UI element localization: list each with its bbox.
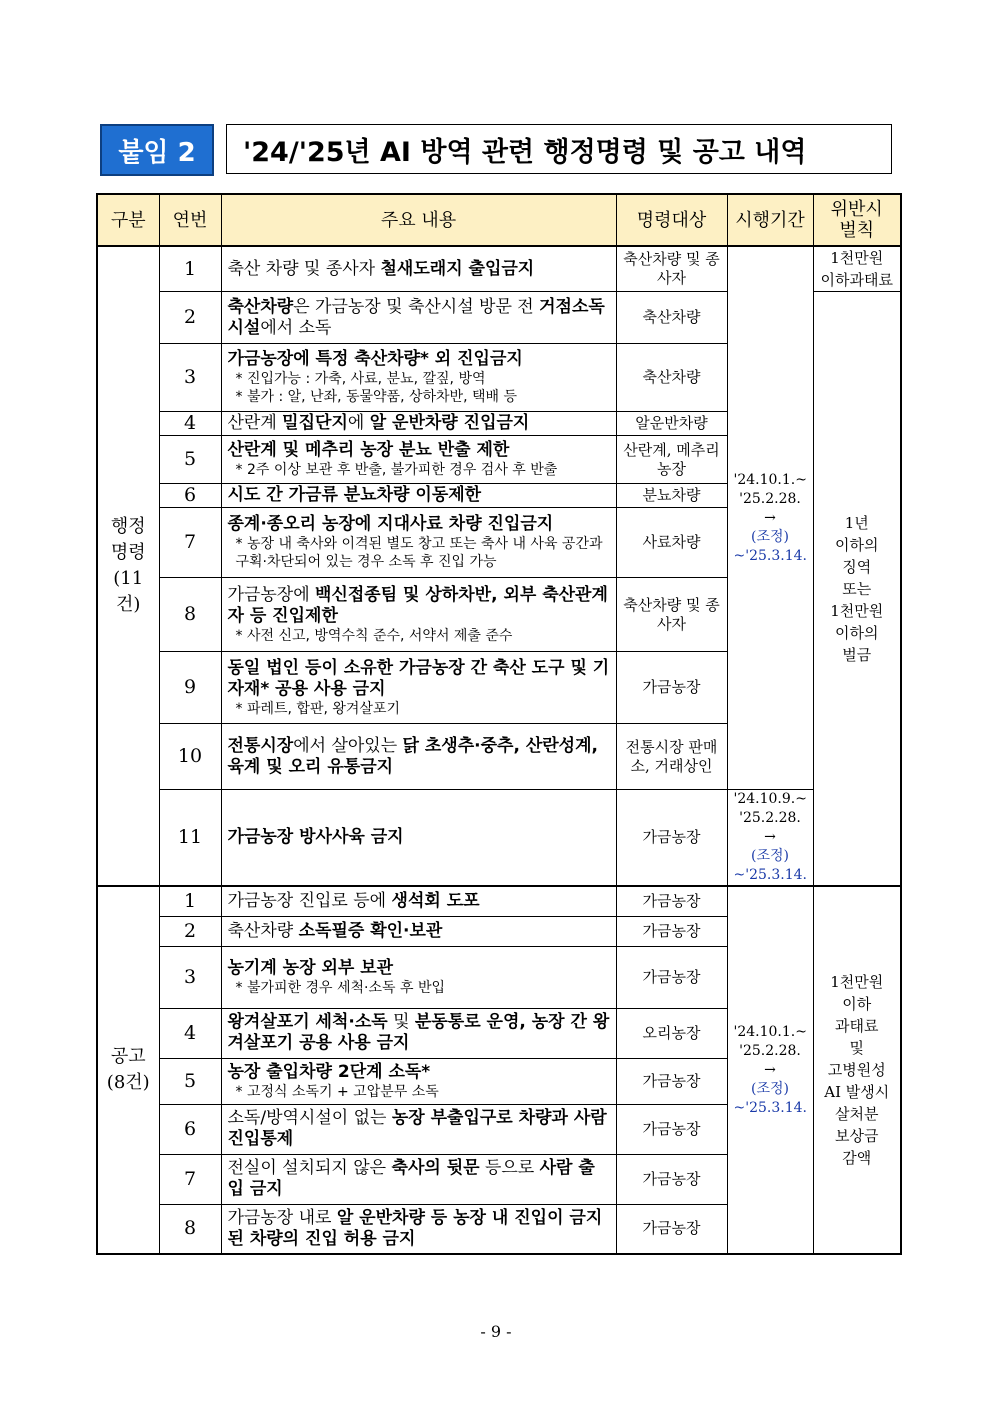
content-text: 산란계 — [227, 413, 283, 433]
row-number: 2 — [159, 916, 221, 946]
content-bold: 사람 출입 금지 — [227, 1158, 595, 1199]
notice-period — [727, 886, 813, 1254]
admin-period-line: ~'25.3.14. — [733, 547, 807, 564]
row-number: 8 — [159, 1204, 221, 1254]
notice-category-line: 공고 — [110, 1046, 146, 1067]
col-target: 명령대상 — [616, 194, 727, 246]
content-bold: 농장 부출입구로 차량과 사람 진입통제 — [227, 1108, 607, 1149]
row-target: 가금농장 — [616, 946, 727, 1008]
row-number: 1 — [159, 886, 221, 916]
admin-penalty-2 — [813, 292, 901, 887]
row-content — [221, 790, 616, 887]
row-number: 5 — [159, 1058, 221, 1104]
content-bold: 백신접종팀 및 상하차반, 외부 축산관계자 등 진입제한 — [227, 584, 608, 626]
admin-period-11 — [727, 790, 813, 887]
row-target: 축산차량 및 종사자 — [616, 578, 727, 652]
row-content — [221, 886, 616, 916]
row-target: 가금농장 — [616, 1104, 727, 1154]
row-content — [221, 916, 616, 946]
admin-penalty-1-line: 1천만원 — [830, 249, 884, 267]
row-number: 6 — [159, 1104, 221, 1154]
content-note: * 불가피한 경우 세척·소독 후 반입 — [235, 979, 446, 996]
admin-period-11-line: ~'25.3.14. — [733, 867, 807, 883]
table-row — [97, 886, 901, 916]
content-text: 가금농장 내로 — [227, 1207, 337, 1228]
notice-period-line: → — [764, 1061, 776, 1078]
row-target: 전통시장 판매소, 거래상인 — [616, 724, 727, 790]
content-bold: 알 운반차량 진입금지 — [369, 413, 530, 433]
content-bold: 닭 초생추·중추, 산란성계, 육계 및 오리 유통금지 — [227, 735, 598, 777]
admin-period-line: → — [764, 509, 776, 526]
content-text: 축산 차량 및 종사자 — [227, 258, 381, 279]
row-content — [221, 1058, 616, 1104]
attachment-badge: 붙임 2 — [100, 124, 214, 176]
admin-penalty-2-line: 1년 — [844, 513, 869, 532]
row-content — [221, 1008, 616, 1058]
admin-period — [727, 246, 813, 790]
content-bold: 동일 법인 등이 소유한 가금농장 간 축산 도구 및 기자재* 공용 사용 금지 — [227, 657, 610, 699]
admin-penalty-2-line: 또는 — [842, 579, 872, 598]
content-bold: 거점소독시설 — [227, 296, 605, 338]
admin-penalty-1 — [813, 246, 901, 292]
content-bold: 생석회 도포 — [391, 890, 480, 911]
order-table — [96, 193, 902, 1255]
col-number: 연번 — [159, 194, 221, 246]
row-target: 가금농장 — [616, 1154, 727, 1204]
content-text: 가금농장에 — [227, 584, 316, 605]
notice-penalty-line: 감액 — [842, 1149, 872, 1167]
row-content — [221, 292, 616, 344]
content-bold: 가금농장 방사사육 금지 — [227, 827, 404, 847]
row-content — [221, 652, 616, 724]
admin-penalty-2-line: 이하의 — [835, 535, 879, 554]
row-target: 축산차량 및 종사자 — [616, 246, 727, 292]
content-text: 및 — [387, 1012, 415, 1032]
notice-penalty-line: 고병원성 — [827, 1061, 886, 1079]
admin-period-11-line: '25.2.28. — [739, 810, 801, 826]
admin-category-line: 행정 — [110, 516, 146, 537]
admin-category-line: 명령 — [110, 542, 146, 563]
content-text: 전실이 설치되지 않은 — [227, 1158, 392, 1178]
content-bold: 시도 간 가금류 분뇨차량 이동제한 — [227, 485, 482, 505]
page-title: '24/'25년 AI 방역 관련 행정명령 및 공고 내역 — [226, 124, 892, 174]
content-text: 소독/방역시설이 없는 — [227, 1108, 392, 1128]
content-bold: 농기계 농장 외부 보관 — [227, 957, 394, 978]
row-target: 오리농장 — [616, 1008, 727, 1058]
admin-penalty-2-line: 징역 — [842, 557, 872, 576]
notice-penalty-line: 살처분 — [835, 1105, 879, 1123]
table-header-row — [97, 194, 901, 246]
row-number: 3 — [159, 344, 221, 412]
notice-category — [97, 886, 159, 1254]
row-target: 가금농장 — [616, 790, 727, 887]
notice-period-line: ~'25.3.14. — [733, 1099, 807, 1116]
row-content — [221, 246, 616, 292]
page-number: - 9 - — [480, 1322, 512, 1341]
notice-penalty — [813, 886, 901, 1254]
row-content — [221, 484, 616, 508]
row-content — [221, 578, 616, 652]
row-content — [221, 1154, 616, 1204]
row-number: 4 — [159, 1008, 221, 1058]
row-content — [221, 412, 616, 436]
content-bold: 축산차량 — [227, 296, 294, 317]
admin-penalty-1-line: 이하과태료 — [820, 271, 893, 289]
row-target: 분뇨차량 — [616, 484, 727, 508]
content-bold: 철새도래지 출입금지 — [380, 258, 535, 279]
notice-penalty-line: AI 발생시 — [824, 1083, 890, 1101]
notice-penalty-line: 과태료 — [835, 1017, 879, 1035]
notice-period-line: (조정) — [751, 1080, 789, 1097]
row-content — [221, 508, 616, 578]
admin-category-line: (11건) — [113, 568, 144, 615]
content-bold: 알 운반차량 등 농장 내 진입이 금지된 차량의 진입 허용 금지 — [227, 1207, 603, 1249]
row-number: 10 — [159, 724, 221, 790]
col-content: 주요 내용 — [221, 194, 616, 246]
content-bold: 분동통로 운영, 농장 간 왕겨살포기 공용 사용 금지 — [227, 1012, 610, 1053]
row-content — [221, 1104, 616, 1154]
admin-period-line: (조정) — [751, 528, 789, 545]
admin-penalty-2-line: 1천만원 — [830, 601, 884, 620]
content-note: * 고정식 소독기 + 고압분무 소독 — [235, 1083, 439, 1100]
content-bold: 소독필증 확인·보관 — [298, 920, 443, 941]
row-number: 8 — [159, 578, 221, 652]
content-bold: 왕겨살포기 세척·소독 — [227, 1012, 388, 1032]
content-bold: 농장 출입차량 2단계 소독* — [227, 1061, 431, 1082]
content-note: * 농장 내 축사와 이격된 별도 창고 또는 축사 내 사육 공간과 구획·차단되어 있는 경우 소독 후 진입 가능 — [235, 536, 603, 570]
col-penalty: 위반시 벌칙 — [813, 194, 901, 246]
admin-category — [97, 246, 159, 886]
row-target: 가금농장 — [616, 652, 727, 724]
row-number: 7 — [159, 508, 221, 578]
admin-period-11-line: → — [764, 829, 776, 845]
admin-period-line: '25.2.28. — [739, 490, 801, 507]
notice-penalty-line: 1천만원 — [830, 973, 884, 991]
row-target: 사료차량 — [616, 508, 727, 578]
row-target: 알운반차량 — [616, 412, 727, 436]
row-number: 2 — [159, 292, 221, 344]
row-number: 6 — [159, 484, 221, 508]
row-target: 축산차량 — [616, 292, 727, 344]
row-number: 3 — [159, 946, 221, 1008]
content-bold: 가금농장에 특정 축산차량* 외 진입금지 — [227, 349, 523, 369]
notice-category-line: (8건) — [106, 1072, 150, 1093]
row-target: 가금농장 — [616, 886, 727, 916]
content-note: * 2주 이상 보관 후 반출, 불가피한 경우 검사 후 반출 — [235, 462, 558, 478]
row-content — [221, 946, 616, 1008]
row-number: 7 — [159, 1154, 221, 1204]
notice-period-line: '24.10.1.~ — [733, 1023, 807, 1040]
content-text: 등으로 — [479, 1158, 540, 1178]
row-target: 가금농장 — [616, 916, 727, 946]
content-bold: 종계·종오리 농장에 지대사료 차량 진입금지 — [227, 514, 554, 534]
admin-period-line: '24.10.1.~ — [733, 471, 807, 488]
content-note: * 파레트, 합판, 왕겨살포기 — [235, 700, 400, 717]
admin-penalty-2-line: 이하의 — [835, 623, 879, 642]
content-text: 가금농장 진입로 등에 — [227, 890, 392, 911]
notice-penalty-line: 이하 — [842, 995, 872, 1013]
row-content — [221, 724, 616, 790]
notice-period-line: '25.2.28. — [739, 1042, 801, 1059]
col-category: 구분 — [97, 194, 159, 246]
content-text: 에 — [347, 413, 370, 433]
content-bold: 산란계 및 메추리 농장 분뇨 반출 제한 — [227, 440, 510, 460]
admin-period-11-line: (조정) — [751, 848, 789, 864]
content-bold: 밀집단지 — [282, 413, 348, 433]
row-number: 5 — [159, 436, 221, 484]
notice-penalty-line: 보상금 — [835, 1127, 879, 1145]
row-target: 가금농장 — [616, 1058, 727, 1104]
content-bold: 축사의 뒷문 — [391, 1158, 480, 1178]
notice-penalty-line: 및 — [849, 1039, 864, 1057]
row-number: 9 — [159, 652, 221, 724]
row-target: 축산차량 — [616, 344, 727, 412]
row-content — [221, 344, 616, 412]
content-note: * 불가 : 알, 난좌, 동물약품, 상하차반, 택배 등 — [235, 389, 518, 405]
content-note: * 진입가능 : 가축, 사료, 분뇨, 깔짚, 방역 — [235, 371, 486, 387]
content-text: 은 가금농장 및 축산시설 방문 전 — [293, 296, 540, 317]
content-text: 에서 소독 — [260, 317, 332, 338]
content-text: 에서 살아있는 — [293, 735, 403, 756]
row-target: 가금농장 — [616, 1204, 727, 1254]
row-content — [221, 436, 616, 484]
col-period: 시행기간 — [727, 194, 813, 246]
admin-penalty-2-line: 벌금 — [842, 645, 872, 664]
content-note: * 사전 신고, 방역수칙 준수, 서약서 제출 준수 — [235, 627, 513, 644]
table-row — [97, 246, 901, 292]
content-bold: 전통시장 — [227, 735, 294, 756]
content-text: 축산차량 — [227, 920, 299, 941]
admin-period-11-line: '24.10.9.~ — [733, 791, 807, 807]
row-target: 산란계, 메추리 농장 — [616, 436, 727, 484]
row-number: 11 — [159, 790, 221, 887]
row-number: 1 — [159, 246, 221, 292]
row-number: 4 — [159, 412, 221, 436]
row-content — [221, 1204, 616, 1254]
table-row — [97, 790, 901, 887]
